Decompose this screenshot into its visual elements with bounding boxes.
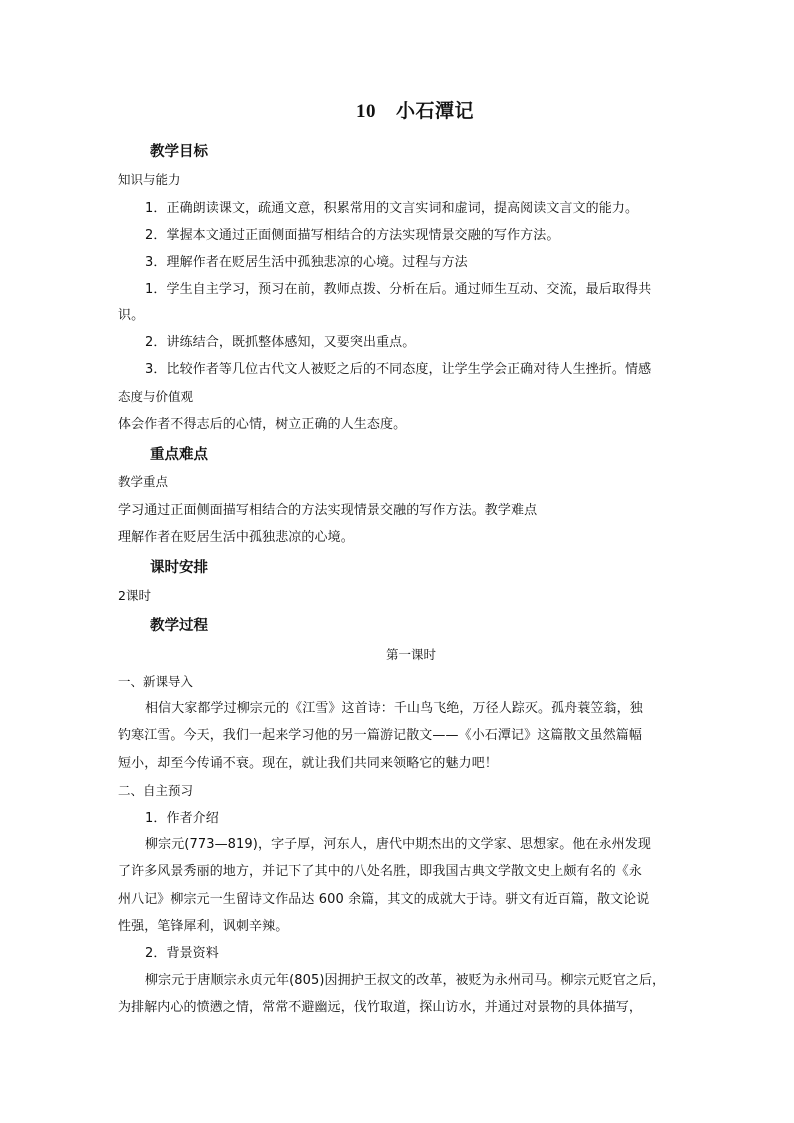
- part2-title: 二、自主预习: [118, 783, 194, 798]
- heading-process: 教学过程: [150, 618, 208, 634]
- heading-key-points: 重点难点: [150, 447, 208, 463]
- values-text: 体会作者不得志后的心情，树立正确的人生态度。: [118, 417, 407, 432]
- page-title: [0, 96, 794, 123]
- heading-schedule: 课时安排: [150, 560, 208, 576]
- item1-title: 1．作者介绍: [145, 811, 219, 826]
- part1-title: 一、新课导入: [118, 674, 194, 689]
- item2-title: 2．背景资料: [145, 946, 219, 961]
- difficulty-text: 理解作者在贬居生活中孤独悲凉的心境。: [118, 530, 354, 545]
- lesson-title: 小石潭记: [395, 100, 474, 122]
- process-item-3: 3．比较作者等几位古代文人被贬之后的不同态度，让学生学会正确对待人生挫折。情感: [145, 362, 652, 377]
- lesson-number: 10: [355, 101, 376, 122]
- part1-line-3: 短小，却至今传诵不衰。现在，就让我们共同来领略它的魅力吧！: [118, 756, 498, 771]
- knowledge-item-3: 3．理解作者在贬居生活中孤独悲凉的心境。过程与方法: [145, 255, 468, 270]
- label-knowledge: 知识与能力: [118, 172, 181, 187]
- schedule-text: 2课时: [118, 588, 151, 603]
- knowledge-item-1: 1．正确朗读课文，疏通文意，积累常用的文言实词和虚词，提高阅读文言文的能力。: [145, 201, 639, 216]
- knowledge-item-2: 2．掌握本文通过正面侧面描写相结合的方法实现情景交融的写作方法。: [145, 228, 560, 243]
- heading-objectives: 教学目标: [150, 144, 208, 160]
- label-values: 态度与价值观: [118, 389, 194, 404]
- lesson-period: 第一课时: [385, 647, 436, 662]
- process-item-1: 1．学生自主学习，预习在前，教师点拨、分析在后。通过师生互动、交流，最后取得共: [145, 282, 652, 297]
- focus-text: 学习通过正面侧面描写相结合的方法实现情景交融的写作方法。教学难点: [118, 503, 538, 518]
- item1-line-3: 州八记》柳宗元一生留诗文作品达 600 余篇，其文的成就大于诗。骈文有近百篇，散文论说: [118, 892, 650, 907]
- item1-line-1: 柳宗元(773—819)，字子厚，河东人，唐代中期杰出的文学家、思想家。他在永州发现: [145, 837, 651, 852]
- process-item-2: 2．讲练结合，既抓整体感知，又要突出重点。: [145, 335, 416, 350]
- item2-line-1: 柳宗元于唐顺宗永贞元年(805)因拥护王叔文的改革，被贬为永州司马。柳宗元贬官之后，: [145, 973, 666, 988]
- part1-line-2: 钓寒江雪。今天，我们一起来学习他的另一篇游记散文——《小石潭记》这篇散文虽然篇幅: [118, 728, 643, 743]
- process-item-1-cont: 识。: [118, 308, 145, 323]
- part1-line-1: 相信大家都学过柳宗元的《江雪》这首诗：千山鸟飞绝，万径人踪灭。孤舟蓑笠翁，独: [145, 701, 643, 716]
- item1-line-2: 了许多风景秀丽的地方，并记下了其中的八处名胜，即我国古典文学散文史上颇有名的《永: [118, 864, 643, 879]
- label-focus: 教学重点: [118, 474, 169, 489]
- item2-line-2: 为排解内心的愤懑之情，常常不避幽远，伐竹取道，探山访水，并通过对景物的具体描写，: [118, 1000, 643, 1015]
- item1-line-4: 性强，笔锋犀利，讽刺辛辣。: [118, 919, 289, 934]
